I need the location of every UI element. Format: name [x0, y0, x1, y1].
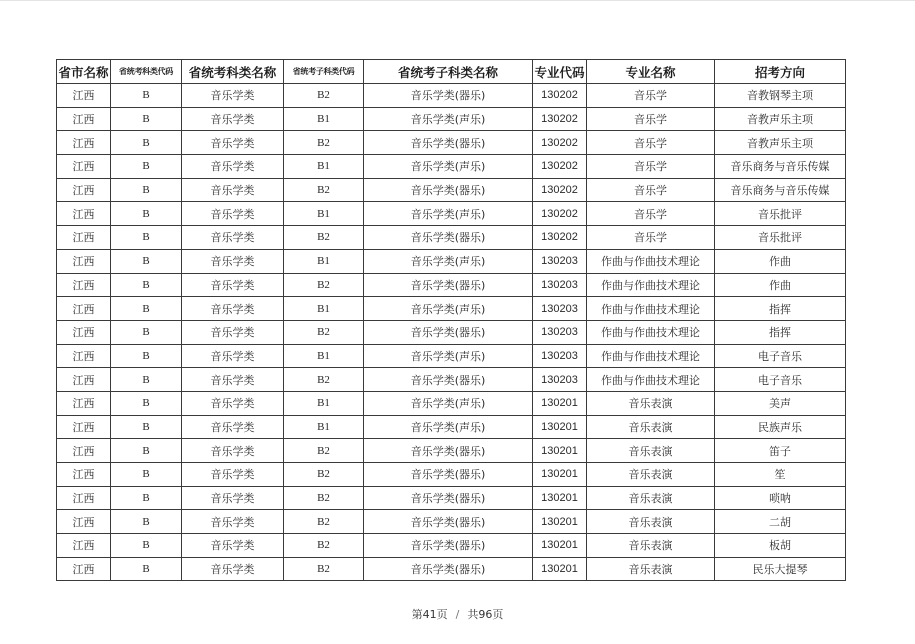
cell-exam-category-code: B: [111, 178, 182, 202]
cell-direction: 笛子: [715, 439, 846, 463]
cell-exam-subcategory-code: B1: [284, 107, 364, 131]
table-row: [57, 510, 846, 534]
cell-direction: 音乐批评: [715, 226, 846, 250]
admissions-table: [56, 59, 846, 581]
cell-province: 江西: [57, 202, 111, 226]
table-row: [57, 391, 846, 415]
cell-exam-subcategory-code: B2: [284, 178, 364, 202]
cell-exam-category-name: 音乐学类: [182, 226, 284, 250]
cell-exam-category-code: B: [111, 368, 182, 392]
cell-exam-subcategory-name: 音乐学类(器乐): [364, 131, 533, 155]
page-footer: [0, 606, 915, 622]
column-header-major-code: 专业代码: [533, 60, 587, 84]
cell-exam-category-name: 音乐学类: [182, 107, 284, 131]
cell-direction: 美声: [715, 391, 846, 415]
cell-exam-category-name: 音乐学类: [182, 249, 284, 273]
cell-exam-category-code: B: [111, 557, 182, 581]
cell-major-code: 130201: [533, 557, 587, 581]
table-row: [57, 273, 846, 297]
cell-exam-subcategory-name: 音乐学类(器乐): [364, 273, 533, 297]
cell-exam-category-name: 音乐学类: [182, 273, 284, 297]
cell-province: 江西: [57, 486, 111, 510]
cell-major-name: 作曲与作曲技术理论: [587, 368, 715, 392]
cell-exam-category-name: 音乐学类: [182, 320, 284, 344]
cell-major-code: 130201: [533, 439, 587, 463]
cell-exam-category-name: 音乐学类: [182, 202, 284, 226]
cell-exam-category-code: B: [111, 415, 182, 439]
current-page-label: 第41页: [411, 608, 448, 621]
table-row: [57, 344, 846, 368]
total-pages-label: 共96页: [467, 608, 504, 621]
cell-major-name: 音乐表演: [587, 486, 715, 510]
cell-exam-category-code: B: [111, 391, 182, 415]
cell-major-name: 作曲与作曲技术理论: [587, 249, 715, 273]
cell-major-name: 音乐学: [587, 178, 715, 202]
cell-major-code: 130203: [533, 273, 587, 297]
cell-exam-category-code: B: [111, 320, 182, 344]
cell-major-name: 音乐学: [587, 226, 715, 250]
cell-major-code: 130201: [533, 534, 587, 558]
table-row: [57, 178, 846, 202]
cell-major-name: 音乐学: [587, 131, 715, 155]
cell-direction: 唢呐: [715, 486, 846, 510]
cell-major-code: 130202: [533, 202, 587, 226]
cell-exam-subcategory-name: 音乐学类(器乐): [364, 320, 533, 344]
cell-exam-category-name: 音乐学类: [182, 415, 284, 439]
cell-direction: 电子音乐: [715, 344, 846, 368]
cell-exam-category-code: B: [111, 202, 182, 226]
page-separator: /: [455, 608, 460, 621]
cell-exam-category-name: 音乐学类: [182, 391, 284, 415]
cell-exam-category-code: B: [111, 84, 182, 108]
table-body: [57, 84, 846, 581]
cell-exam-category-code: B: [111, 297, 182, 321]
cell-exam-subcategory-name: 音乐学类(器乐): [364, 463, 533, 487]
cell-major-code: 130202: [533, 131, 587, 155]
cell-exam-category-name: 音乐学类: [182, 439, 284, 463]
cell-exam-subcategory-code: B2: [284, 510, 364, 534]
cell-direction: 二胡: [715, 510, 846, 534]
cell-exam-subcategory-name: 音乐学类(声乐): [364, 155, 533, 179]
cell-major-code: 130201: [533, 415, 587, 439]
cell-major-code: 130202: [533, 155, 587, 179]
table-row: [57, 155, 846, 179]
cell-exam-category-code: B: [111, 131, 182, 155]
table-row: [57, 202, 846, 226]
cell-province: 江西: [57, 155, 111, 179]
cell-major-name: 音乐表演: [587, 510, 715, 534]
cell-exam-subcategory-name: 音乐学类(器乐): [364, 534, 533, 558]
cell-exam-category-code: B: [111, 273, 182, 297]
cell-direction: 笙: [715, 463, 846, 487]
cell-exam-subcategory-name: 音乐学类(声乐): [364, 415, 533, 439]
cell-province: 江西: [57, 463, 111, 487]
cell-major-code: 130202: [533, 226, 587, 250]
cell-major-name: 作曲与作曲技术理论: [587, 320, 715, 344]
cell-province: 江西: [57, 510, 111, 534]
cell-major-name: 作曲与作曲技术理论: [587, 344, 715, 368]
column-header-exam-subcategory-code: 省统考子科类代码: [284, 60, 364, 84]
cell-exam-category-code: B: [111, 510, 182, 534]
cell-major-code: 130202: [533, 107, 587, 131]
cell-major-name: 音乐学: [587, 202, 715, 226]
column-header-province: 省市名称: [57, 60, 111, 84]
cell-major-name: 音乐学: [587, 155, 715, 179]
cell-exam-subcategory-name: 音乐学类(器乐): [364, 84, 533, 108]
cell-exam-subcategory-code: B2: [284, 131, 364, 155]
column-header-exam-subcategory-name: 省统考子科类名称: [364, 60, 533, 84]
cell-exam-subcategory-code: B2: [284, 320, 364, 344]
cell-direction: 作曲: [715, 273, 846, 297]
table-row: [57, 226, 846, 250]
cell-province: 江西: [57, 107, 111, 131]
cell-direction: 音教钢琴主项: [715, 84, 846, 108]
cell-major-name: 音乐学: [587, 84, 715, 108]
cell-exam-category-name: 音乐学类: [182, 557, 284, 581]
cell-exam-subcategory-name: 音乐学类(声乐): [364, 297, 533, 321]
cell-exam-subcategory-code: B2: [284, 226, 364, 250]
cell-exam-category-code: B: [111, 155, 182, 179]
cell-direction: 音乐商务与音乐传媒: [715, 178, 846, 202]
cell-exam-subcategory-code: B2: [284, 534, 364, 558]
cell-direction: 作曲: [715, 249, 846, 273]
cell-direction: 板胡: [715, 534, 846, 558]
cell-major-name: 作曲与作曲技术理论: [587, 273, 715, 297]
cell-major-name: 作曲与作曲技术理论: [587, 297, 715, 321]
column-header-exam-category-name: 省统考科类名称: [182, 60, 284, 84]
table-row: [57, 486, 846, 510]
cell-exam-subcategory-name: 音乐学类(器乐): [364, 178, 533, 202]
cell-exam-category-name: 音乐学类: [182, 534, 284, 558]
cell-exam-subcategory-code: B1: [284, 155, 364, 179]
table-row: [57, 297, 846, 321]
cell-exam-subcategory-code: B2: [284, 463, 364, 487]
column-header-major-name: 专业名称: [587, 60, 715, 84]
cell-province: 江西: [57, 226, 111, 250]
cell-exam-category-name: 音乐学类: [182, 463, 284, 487]
cell-direction: 指挥: [715, 320, 846, 344]
cell-exam-category-code: B: [111, 249, 182, 273]
cell-exam-category-code: B: [111, 486, 182, 510]
cell-direction: 指挥: [715, 297, 846, 321]
cell-direction: 音乐商务与音乐传媒: [715, 155, 846, 179]
table-row: [57, 439, 846, 463]
cell-exam-category-code: B: [111, 107, 182, 131]
cell-province: 江西: [57, 320, 111, 344]
cell-province: 江西: [57, 297, 111, 321]
cell-exam-subcategory-code: B2: [284, 368, 364, 392]
cell-exam-subcategory-code: B2: [284, 486, 364, 510]
table-row: [57, 84, 846, 108]
cell-exam-category-code: B: [111, 226, 182, 250]
cell-direction: 电子音乐: [715, 368, 846, 392]
cell-exam-category-name: 音乐学类: [182, 155, 284, 179]
cell-exam-subcategory-code: B2: [284, 273, 364, 297]
cell-major-code: 130203: [533, 249, 587, 273]
cell-exam-category-name: 音乐学类: [182, 178, 284, 202]
cell-province: 江西: [57, 557, 111, 581]
cell-exam-subcategory-name: 音乐学类(器乐): [364, 439, 533, 463]
table-row: [57, 534, 846, 558]
cell-exam-category-code: B: [111, 463, 182, 487]
cell-exam-subcategory-code: B1: [284, 391, 364, 415]
table-row: [57, 463, 846, 487]
cell-major-name: 音乐表演: [587, 439, 715, 463]
table-row: [57, 107, 846, 131]
table-header-row: [57, 60, 846, 84]
column-header-exam-category-code: 省统考科类代码: [111, 60, 182, 84]
cell-major-code: 130201: [533, 486, 587, 510]
cell-exam-subcategory-name: 音乐学类(器乐): [364, 510, 533, 534]
cell-direction: 音教声乐主项: [715, 131, 846, 155]
cell-exam-subcategory-code: B1: [284, 297, 364, 321]
cell-province: 江西: [57, 534, 111, 558]
cell-province: 江西: [57, 344, 111, 368]
cell-exam-subcategory-name: 音乐学类(声乐): [364, 391, 533, 415]
cell-major-name: 音乐表演: [587, 415, 715, 439]
cell-exam-subcategory-code: B2: [284, 557, 364, 581]
cell-major-name: 音乐表演: [587, 534, 715, 558]
cell-exam-subcategory-name: 音乐学类(声乐): [364, 249, 533, 273]
cell-exam-category-name: 音乐学类: [182, 344, 284, 368]
cell-major-code: 130203: [533, 320, 587, 344]
cell-major-code: 130201: [533, 391, 587, 415]
cell-province: 江西: [57, 249, 111, 273]
cell-province: 江西: [57, 391, 111, 415]
cell-exam-category-code: B: [111, 344, 182, 368]
cell-province: 江西: [57, 439, 111, 463]
cell-major-code: 130202: [533, 84, 587, 108]
cell-major-code: 130203: [533, 368, 587, 392]
cell-province: 江西: [57, 178, 111, 202]
cell-exam-category-name: 音乐学类: [182, 297, 284, 321]
cell-direction: 民族声乐: [715, 415, 846, 439]
cell-exam-category-name: 音乐学类: [182, 131, 284, 155]
cell-exam-subcategory-name: 音乐学类(声乐): [364, 202, 533, 226]
cell-exam-subcategory-name: 音乐学类(声乐): [364, 344, 533, 368]
column-header-direction: 招考方向: [715, 60, 846, 84]
cell-exam-subcategory-name: 音乐学类(器乐): [364, 486, 533, 510]
table-row: [57, 415, 846, 439]
cell-direction: 音乐批评: [715, 202, 846, 226]
cell-exam-category-code: B: [111, 439, 182, 463]
cell-exam-category-name: 音乐学类: [182, 84, 284, 108]
cell-province: 江西: [57, 415, 111, 439]
cell-direction: 民乐大提琴: [715, 557, 846, 581]
cell-exam-subcategory-name: 音乐学类(器乐): [364, 557, 533, 581]
cell-exam-subcategory-code: B1: [284, 202, 364, 226]
cell-major-code: 130202: [533, 178, 587, 202]
cell-exam-subcategory-name: 音乐学类(声乐): [364, 107, 533, 131]
cell-province: 江西: [57, 84, 111, 108]
cell-major-name: 音乐表演: [587, 557, 715, 581]
cell-exam-subcategory-name: 音乐学类(器乐): [364, 368, 533, 392]
cell-major-code: 130201: [533, 463, 587, 487]
cell-direction: 音教声乐主项: [715, 107, 846, 131]
cell-exam-subcategory-name: 音乐学类(器乐): [364, 226, 533, 250]
cell-exam-category-name: 音乐学类: [182, 486, 284, 510]
cell-major-code: 130203: [533, 344, 587, 368]
cell-exam-category-name: 音乐学类: [182, 368, 284, 392]
cell-province: 江西: [57, 273, 111, 297]
cell-exam-subcategory-code: B1: [284, 415, 364, 439]
cell-exam-subcategory-code: B1: [284, 344, 364, 368]
cell-exam-category-code: B: [111, 534, 182, 558]
cell-province: 江西: [57, 368, 111, 392]
table-row: [57, 557, 846, 581]
cell-major-code: 130203: [533, 297, 587, 321]
cell-exam-subcategory-code: B1: [284, 249, 364, 273]
table-row: [57, 249, 846, 273]
cell-major-name: 音乐表演: [587, 391, 715, 415]
cell-exam-subcategory-code: B2: [284, 84, 364, 108]
cell-exam-subcategory-code: B2: [284, 439, 364, 463]
cell-province: 江西: [57, 131, 111, 155]
table-row: [57, 320, 846, 344]
table-row: [57, 131, 846, 155]
cell-major-name: 音乐学: [587, 107, 715, 131]
cell-major-name: 音乐表演: [587, 463, 715, 487]
cell-major-code: 130201: [533, 510, 587, 534]
table-row: [57, 368, 846, 392]
cell-exam-category-name: 音乐学类: [182, 510, 284, 534]
